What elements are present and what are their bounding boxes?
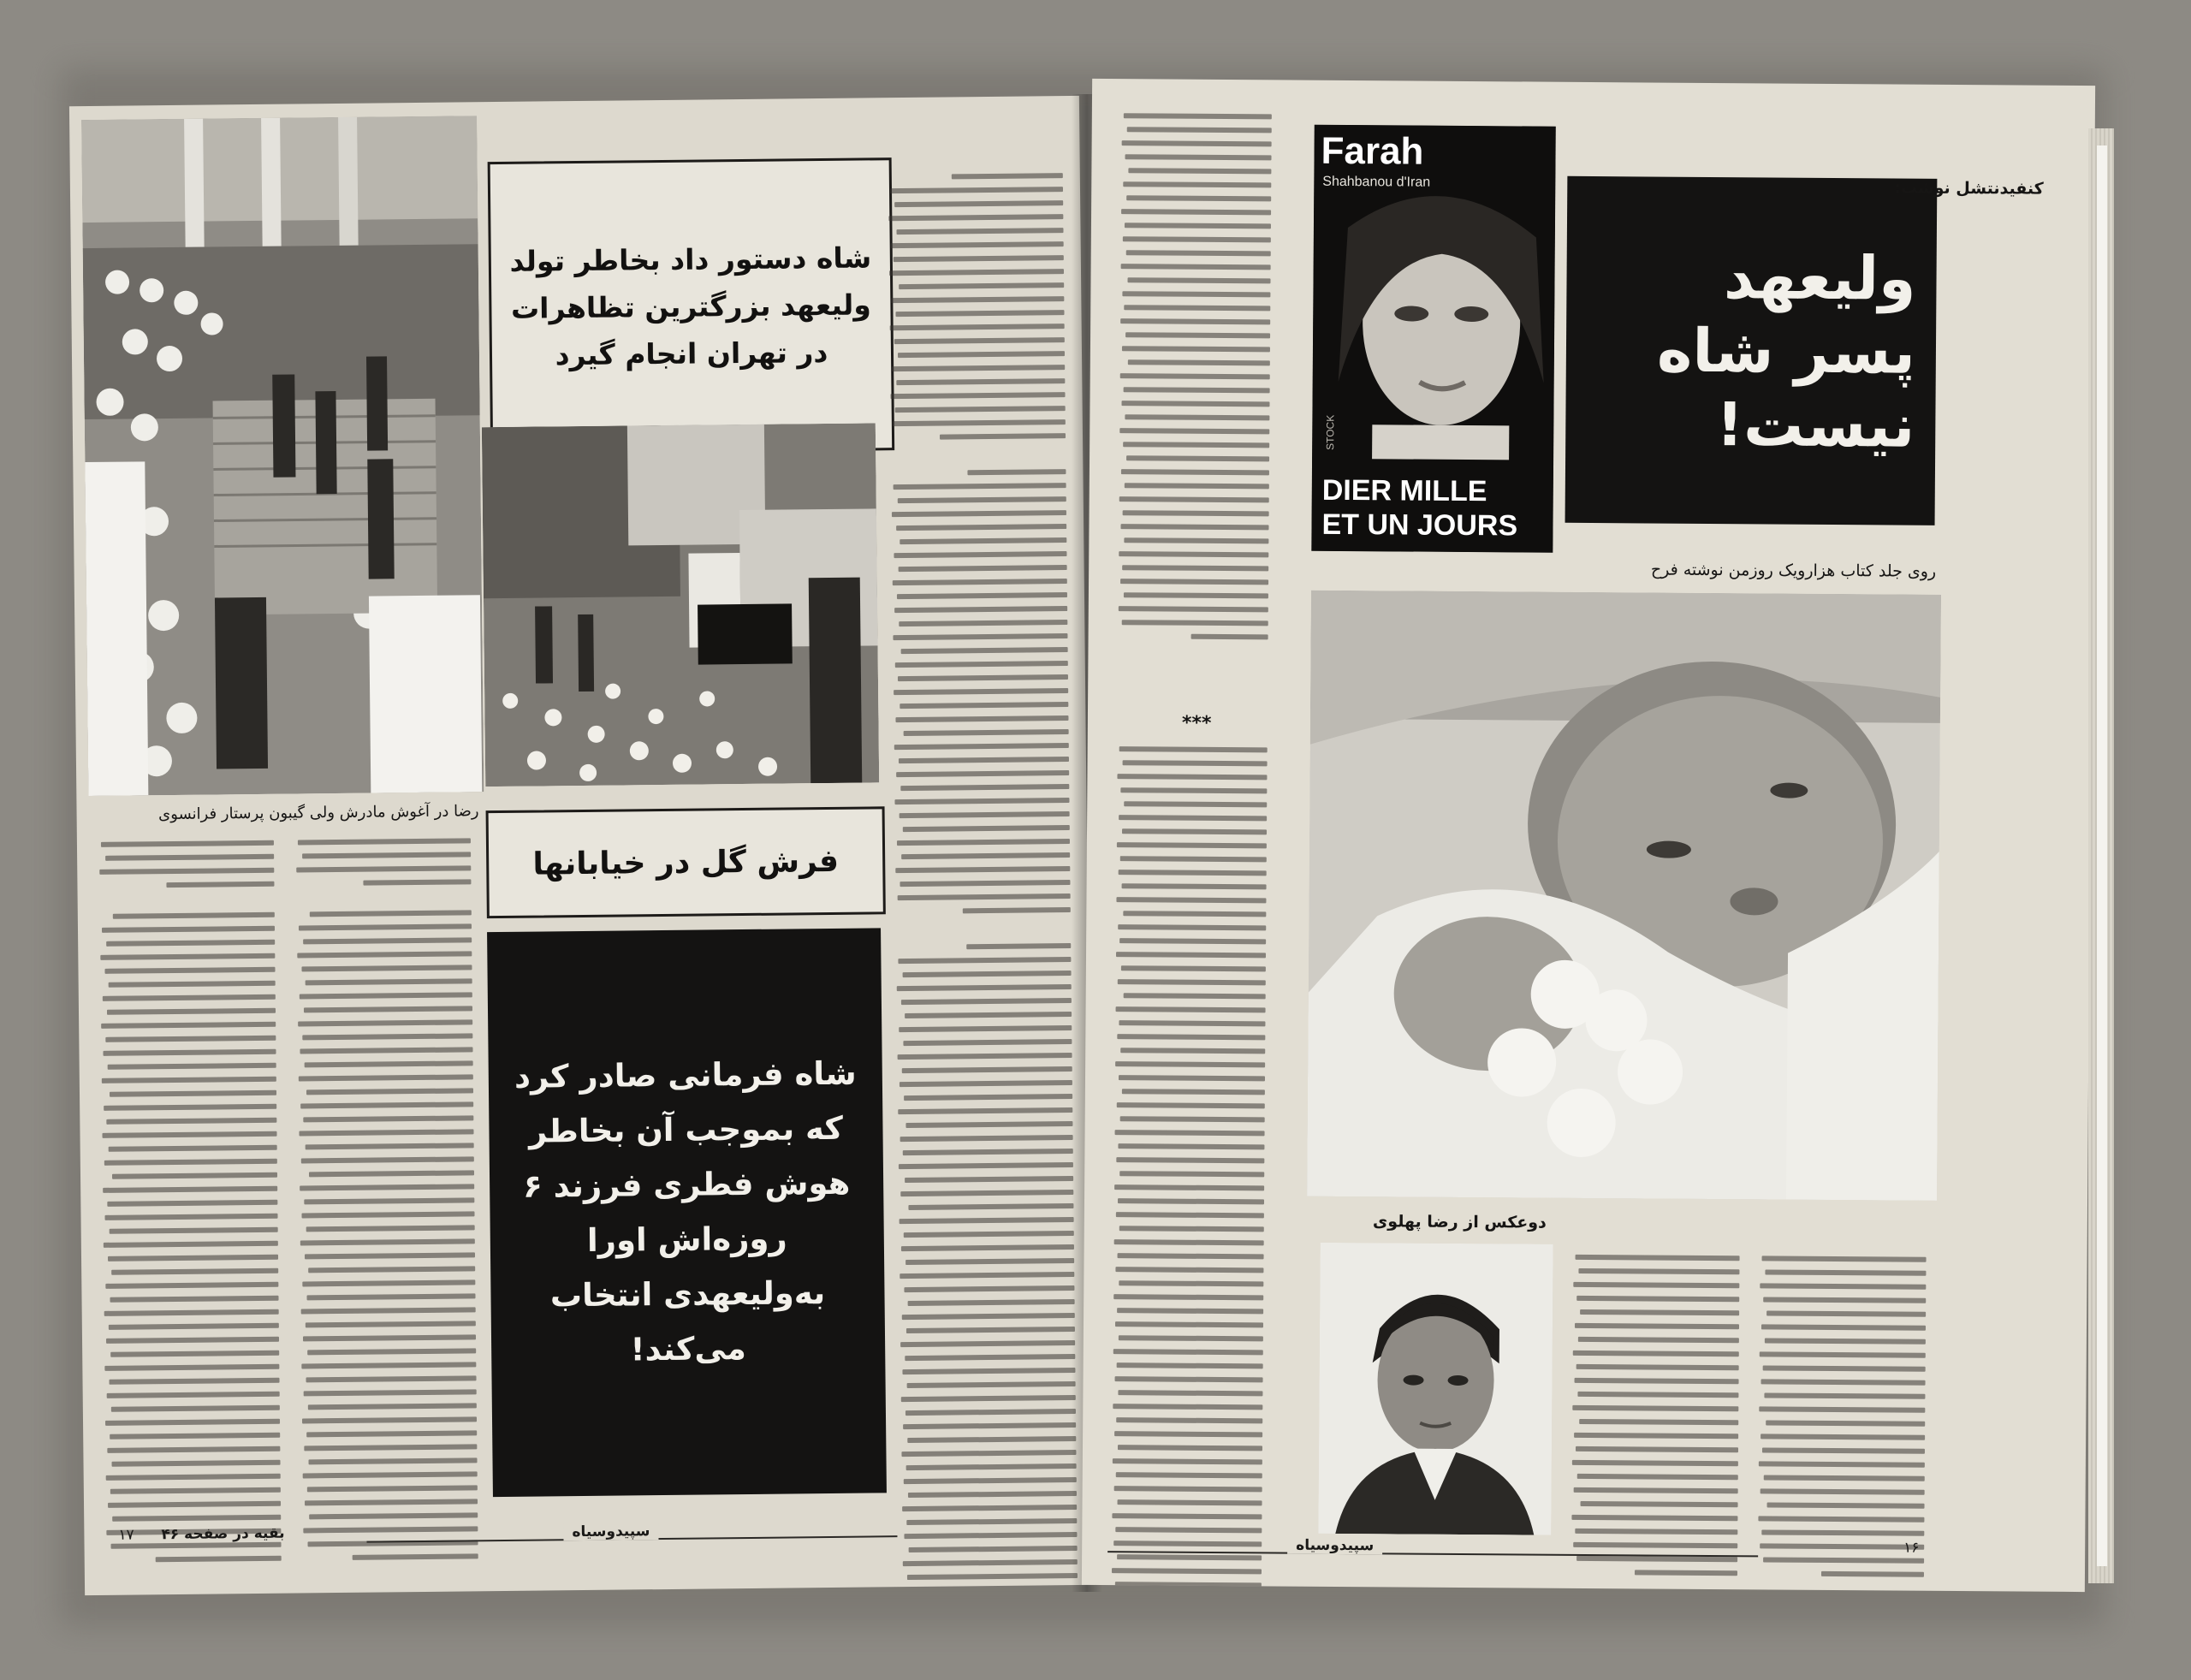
left-column-lower-b [291, 838, 478, 1569]
white-edge [2097, 145, 2107, 1566]
baby-photo [1307, 591, 1941, 1201]
farah-book-cover [1311, 125, 1555, 553]
book-cover-name: Farah [1321, 129, 1424, 173]
crowd-photo [81, 116, 484, 796]
boy-portrait-photo [1318, 1243, 1553, 1535]
headline-not-son-of-shah [1565, 176, 1938, 525]
book-cover-subtitle: Shahbanou d'Iran [1322, 174, 1431, 190]
book-cover-caption: روی جلد کتاب هزارویک روزمن نوشته فرح [1650, 560, 1937, 581]
left-page-number: ۱۷ [118, 1526, 134, 1544]
book-cover-title-2: ET UN JOURS [1321, 508, 1518, 543]
left-column-lower-a [94, 840, 285, 1571]
left-column-top [883, 173, 1078, 1595]
headline-crown-prince-decree-text: شاه فرمانی صادر کرد که بموجب آن بخاطر هوش فطری فرزند ۶ روزه‌اش اورا به‌ولیعهدی انتخاب می‌کند! [514, 1054, 857, 1368]
headline-flower-carpet-text: فرش گل در خیابانها [532, 843, 840, 882]
left-page [69, 96, 1095, 1595]
portrait-caption: دوعکس از رضا پهلوی [1372, 1212, 1547, 1232]
left-masthead: سپیدوسیاه [563, 1523, 658, 1540]
left-continued-note: بقیه در صفحه ۴۶ [161, 1524, 285, 1544]
headline-flower-carpet [486, 806, 886, 918]
crowd-photo-caption: رضا در آغوش مادرش ولی گیبون پرستار فرانسوی [158, 802, 479, 824]
right-column-narrow [1114, 113, 1272, 648]
headline-tehran-celebrations-text: شاه دستور داد بخاطر تولد ولیعهد بزرگترین تظاهرات در تهران انجام گیرد [509, 240, 872, 371]
right-page-number: ۱۶ [1903, 1539, 1920, 1557]
right-masthead: سپیدوسیاه [1287, 1537, 1382, 1555]
right-column-lower-b [1753, 1256, 1927, 1585]
section-separator: *** [1181, 712, 1212, 734]
book-cover-title-1: DIER MILLE [1321, 473, 1487, 508]
right-column-lower-a [1566, 1255, 1740, 1584]
headline-tehran-celebrations [488, 157, 895, 454]
right-column-narrow-lower [1107, 746, 1267, 1592]
headline-crown-prince-decree [487, 928, 887, 1497]
kicker: کنفیدنتشل نوشت: [1894, 178, 2044, 199]
right-page [1082, 79, 2095, 1592]
flower-street-photo [482, 423, 879, 787]
book-cover-agency: STOCK [1324, 414, 1337, 450]
headline-not-son-of-shah-text: ولیعهد پسر شاه نیست! [1656, 241, 1916, 461]
